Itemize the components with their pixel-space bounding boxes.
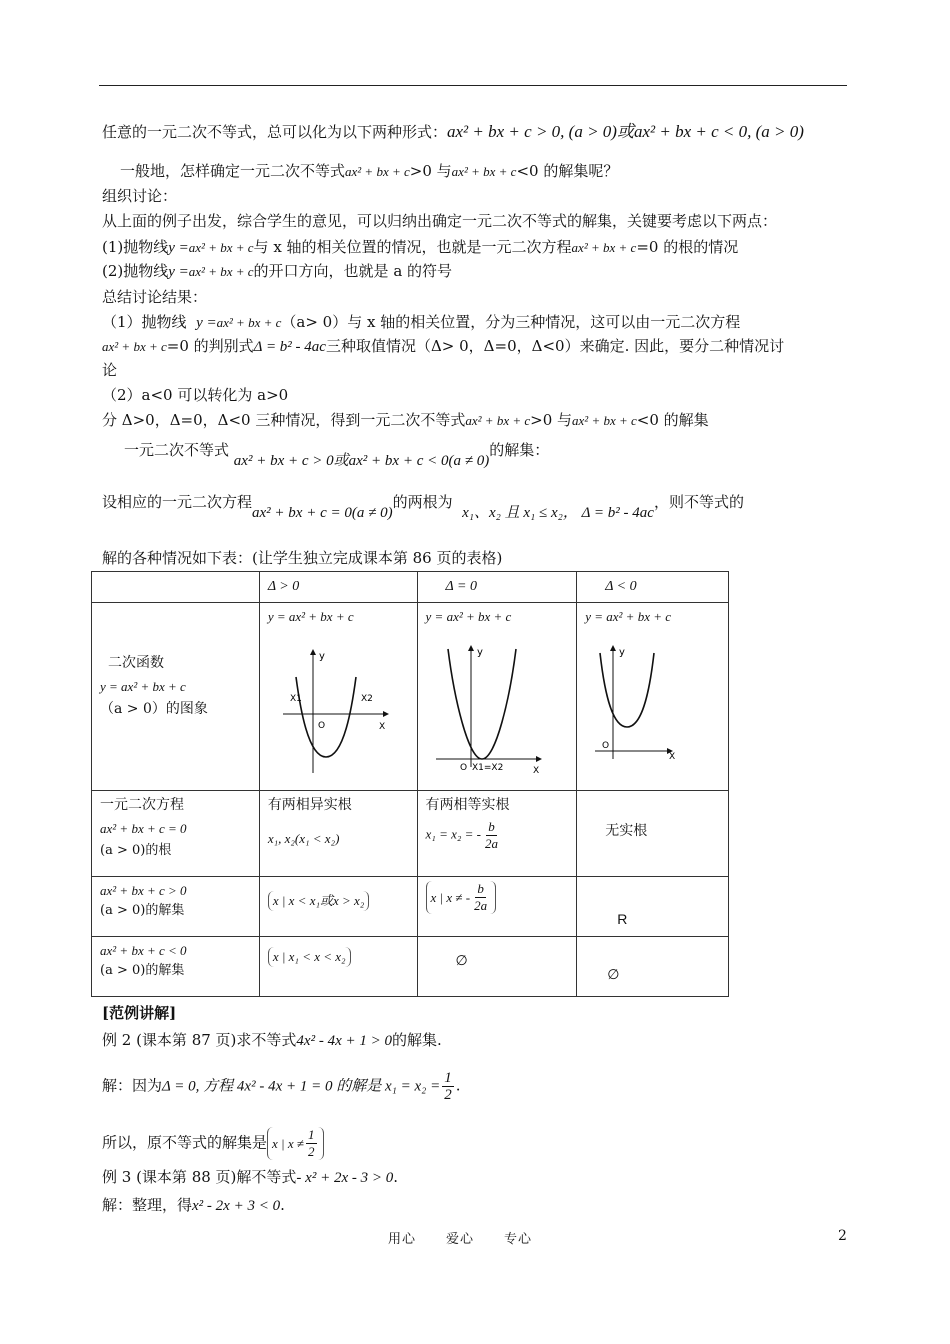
para-roots: 设相应的一元二次方程ax² + bx + c = 0(a ≠ 0)的两根为 x₁、x₂ 且 x₁ ≤ x₂， Δ = b² - 4ac，则不等式的 (102, 493, 744, 521)
para-summary-1: （1）抛物线 y =ax² + bx + c（a> 0）与 x 轴的相关位置，分为三种情况，这可以由一元二次方程 (102, 313, 741, 331)
row-roots-label: 一元二次方程 ax² + bx + c = 0 (a > 0)的根 (92, 791, 260, 877)
root-x1-label: X1 (289, 694, 302, 704)
parabola-curve (296, 677, 356, 757)
para-summary-1b: ax² + bx + c=0 的判别式Δ = b² - 4ac三种取值情况（Δ> 0，Δ=0，Δ<0）来确定. 因此，要分二种情况讨 (102, 337, 785, 355)
set-gt-one-root: x | x ≠ - $\frac{b}{2a}$ (417, 877, 577, 937)
solution-table (91, 571, 729, 997)
row-gt-label: ax² + bx + c > 0 (a > 0)的解集 (92, 877, 260, 937)
example-2-answer: 所以，原不等式的解集是 x | x ≠ $\frac{1}{2}$ (102, 1127, 324, 1160)
para-summary-3: 分 Δ>0，Δ=0，Δ<0 三种情况，得到一元二次不等式ax² + bx + c>0 与ax² + bx + c<0 的解集 (102, 411, 709, 429)
y-axis-label: y (318, 651, 325, 662)
parabola-curve (448, 649, 516, 759)
roots-none: 无实根 (577, 791, 729, 877)
row-graph-label: 二次函数 y = ax² + bx + c （a > 0）的图象 (92, 603, 260, 791)
origin-label: O (459, 763, 467, 773)
parabola-two-roots-graph (268, 627, 393, 777)
example-2-solution: 解：因为Δ = 0, 方程 4x² - 4x + 1 = 0 的解是 x₁ = x₂ = $\frac{1}{2}$ . (102, 1070, 461, 1103)
page-footer: 用心 爱心 专心 (388, 1232, 533, 1247)
y-axis-label: y (476, 647, 483, 658)
parabola-curve (600, 653, 654, 727)
page-number: 2 (838, 1228, 847, 1244)
set-lt-one-root: ∅ (417, 937, 577, 997)
x-axis-label: X (669, 752, 676, 762)
set-gt-two-roots: x | x < x₁或x > x₂ (259, 877, 417, 937)
x-axis-label: X (532, 766, 539, 776)
roots-two-equal: 有两相等实根 x₁ = x₂ = - $\frac{b}{2a}$ (417, 791, 577, 877)
example-2: 例 2 (课本第 87 页)求不等式4x² - 4x + 1 > 0的解集. (102, 1031, 442, 1049)
origin-label: O (317, 721, 325, 731)
set-lt-no-root: ∅ (577, 937, 729, 997)
graph-two-roots: y = ax² + bx + c y X1 X2 O X (259, 603, 417, 791)
para-summary-2: （2）a<0 可以转化为 a>0 (102, 386, 289, 404)
para-solution-set: 一元二次不等式 ax² + bx + c > 0或ax² + bx + c < 0(a ≠ 0)的解集： (124, 441, 550, 469)
para-discuss: 从上面的例子出发，综合学生的意见，可以归纳出确定一元二次不等式的解集，关键要考虑以下两点： (102, 212, 778, 230)
header-delta-zero: Δ = 0 (417, 572, 577, 603)
graph-no-root: y = ax² + bx + c y O X (577, 603, 729, 791)
row-lt-label: ax² + bx + c < 0 (a > 0)的解集 (92, 937, 260, 997)
root-x2-label: X2 (360, 694, 373, 704)
para-summary-title: 总结讨论结果： (102, 288, 208, 306)
set-lt-two-roots: x | x₁ < x < x₂ (259, 937, 417, 997)
header-delta-neg: Δ < 0 (577, 572, 729, 603)
parabola-no-root-graph (585, 627, 705, 777)
section-examples-title: [范例讲解] (102, 1004, 177, 1022)
x-axis-label: X (378, 722, 385, 732)
table-corner (92, 572, 260, 603)
double-root-label: X1=X2 (471, 763, 503, 773)
roots-two-distinct: 有两相异实根 x₁, x₂(x₁ < x₂) (259, 791, 417, 877)
para-question: 一般地，怎样确定一元二次不等式ax² + bx + c>0 与ax² + bx + c<0 的解集呢？ (120, 162, 619, 180)
header-delta-pos: Δ > 0 (259, 572, 417, 603)
set-gt-no-root: R (577, 877, 729, 937)
header-rule (99, 85, 847, 86)
para-summary-1c: 论 (102, 361, 118, 379)
example-3-solution: 解：整理，得x² - 2x + 3 < 0. (102, 1196, 285, 1214)
para-point-1: (1)抛物线y =ax² + bx + c与 x 轴的相关位置的情况，也就是一元二次方程ax² + bx + c=0 的根的情况 (102, 238, 739, 256)
y-axis-label: y (619, 647, 626, 658)
para-forms: 任意的一元二次不等式，总可以化为以下两种形式：ax² + bx + c > 0, (a > 0)或ax² + bx + c < 0, (a > 0) (102, 122, 804, 141)
graph-one-root: y = ax² + bx + c y O X1=X2 X (417, 603, 577, 791)
para-discuss-title: 组织讨论： (102, 187, 178, 205)
example-3: 例 3 (课本第 88 页)解不等式- x² + 2x - 3 > 0. (102, 1168, 398, 1186)
para-point-2: (2)抛物线y =ax² + bx + c的开口方向，也就是 a 的符号 (102, 262, 453, 280)
origin-label: O (602, 741, 610, 751)
para-table-intro: 解的各种情况如下表：(让学生独立完成课本第 86 页的表格) (102, 549, 503, 567)
parabola-one-root-graph (426, 627, 551, 777)
